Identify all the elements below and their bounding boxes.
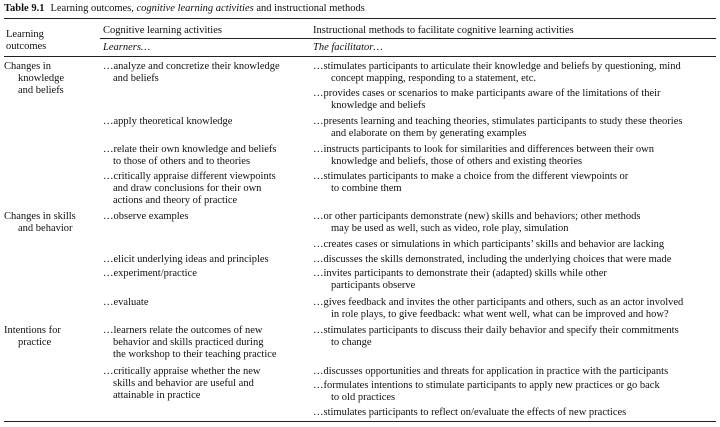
method-invites-line1: …invites participants to demonstrate their (adapted) skills while other <box>313 268 607 279</box>
table-caption <box>4 3 365 15</box>
method-discusses-skills: …discusses the skills demonstrated, including the underlying choices that were made <box>313 254 672 265</box>
header-methods-sub: The facilitator… <box>313 42 383 53</box>
activity-analyze-line2: and beliefs <box>113 73 159 84</box>
header-outcomes-line1: Learning <box>6 29 44 40</box>
outcome-skills-line2: and behavior <box>18 223 73 234</box>
method-articulate-line1: …stimulates participants to articulate their knowledge and beliefs by questioning, mind <box>313 61 681 72</box>
caption-text-2: and instructional methods <box>253 3 365 14</box>
table-label: Table 9.1 <box>4 3 45 14</box>
method-theories-line2: and elaborate on them by generating examples <box>331 128 527 139</box>
method-choice-line2: to combine them <box>331 183 402 194</box>
outcome-knowledge-line1: Changes in <box>4 61 51 72</box>
outcome-knowledge-line2: knowledge <box>18 73 65 84</box>
header-outcomes-line2: outcomes <box>6 41 47 52</box>
method-reflect: …stimulates participants to reflect on/evaluate the effects of new practices <box>313 407 627 418</box>
method-daily-behavior-line2: to change <box>331 337 372 348</box>
activity-appraise-line3: actions and theory of practice <box>113 195 238 206</box>
method-theories-line1: …presents learning and teaching theories, stimulates participants to study these theories <box>313 116 683 127</box>
header-methods: Instructional methods to facilitate cognitive learning activities <box>313 25 574 36</box>
activity-experiment: …experiment/practice <box>103 268 197 279</box>
method-cases-line2: knowledge and beliefs <box>331 100 426 111</box>
activity-relate-line2: to those of others and to theories <box>113 156 251 167</box>
method-cases-line1: …provides cases or scenarios to make participants aware of the limitations of their <box>313 88 661 99</box>
outcome-intentions-line2: practice <box>18 337 52 348</box>
activity-appraise-new-line3: attainable in practice <box>113 390 201 401</box>
activity-appraise-line2: and draw conclusions for their own <box>113 183 262 194</box>
bottom-rule <box>4 421 716 422</box>
outcome-intentions-line1: Intentions for <box>4 325 61 336</box>
activity-analyze-line1: …analyze and concretize their knowledge <box>103 61 280 72</box>
method-choice-line1: …stimulates participants to make a choice from the different viewpoints or <box>313 171 629 182</box>
activity-relate-outcomes-line1: …learners relate the outcomes of new <box>103 325 263 336</box>
method-feedback-line2: in role plays, to give feedback: what went well, what can be improved and how? <box>331 309 669 320</box>
top-rule <box>4 18 716 19</box>
activity-elicit: …elicit underlying ideas and principles <box>103 254 269 265</box>
caption-text-1: Learning outcomes, <box>50 3 137 14</box>
activity-appraise-new-line2: skills and behavior are useful and <box>113 378 254 389</box>
activity-apply: …apply theoretical knowledge <box>103 116 233 127</box>
outcome-knowledge-line3: and beliefs <box>18 85 64 96</box>
activity-evaluate: …evaluate <box>103 297 149 308</box>
method-formulates-line2: to old practices <box>331 392 396 403</box>
header-activities-sub: Learners… <box>103 42 151 53</box>
method-articulate-line2: concept mapping, responding to a statement, etc. <box>331 73 536 84</box>
method-opportunities: …discusses opportunities and threats for application in practice with the participants <box>313 366 669 377</box>
method-formulates-line1: …formulates intentions to stimulate participants to apply new practices or go back <box>313 380 660 391</box>
activity-observe: …observe examples <box>103 211 189 222</box>
header-bottom-rule <box>4 56 716 57</box>
header-sub-rule <box>100 38 716 39</box>
method-invites-line2: participants observe <box>331 280 416 291</box>
method-similarities-line2: knowledge and beliefs, those of others and existing theories <box>331 156 583 167</box>
method-simulations: …creates cases or simulations in which participants’ skills and behavior are lacking <box>313 239 665 250</box>
caption-text-italic: cognitive learning activities <box>136 3 254 14</box>
activity-relate-line1: …relate their own knowledge and beliefs <box>103 144 277 155</box>
activity-appraise-line1: …critically appraise different viewpoints <box>103 171 276 182</box>
activity-appraise-new-line1: …critically appraise whether the new <box>103 366 261 377</box>
method-daily-behavior-line1: …stimulates participants to discuss their daily behavior and specify their commitments <box>313 325 679 336</box>
outcome-skills-line1: Changes in skills <box>4 211 76 222</box>
activity-relate-outcomes-line2: behavior and skills practiced during <box>113 337 264 348</box>
activity-relate-outcomes-line3: the workshop to their teaching practice <box>113 349 277 360</box>
header-activities: Cognitive learning activities <box>103 25 222 36</box>
method-demonstrate-line1: …or other participants demonstrate (new) skills and behaviors; other methods <box>313 211 641 222</box>
method-demonstrate-line2: may be used as well, such as video, role play, simulation <box>331 223 569 234</box>
method-feedback-line1: …gives feedback and invites the other participants and others, such as an actor involved <box>313 297 684 308</box>
method-similarities-line1: …instructs participants to look for similarities and differences between their own <box>313 144 654 155</box>
